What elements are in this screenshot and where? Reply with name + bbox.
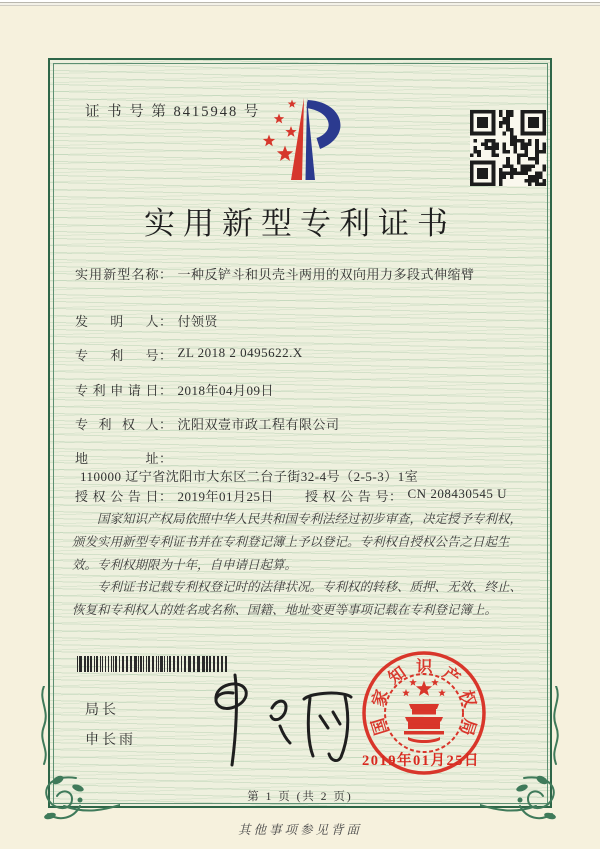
- field-value: 付领贤: [177, 314, 219, 329]
- svg-text:家: 家: [368, 687, 392, 709]
- field-label: 专利申请日: [75, 383, 159, 398]
- field-value: 110000 辽宁省沈阳市大东区二台子街32-4号（2-5-3）1室: [80, 469, 419, 484]
- cnipa-logo-icon: [246, 92, 364, 188]
- back-side-note: 其他事项参见背面: [237, 823, 362, 837]
- colon: ：: [389, 489, 403, 504]
- field-value: 沈阳双壹市政工程有限公司: [177, 417, 340, 432]
- svg-text:局: 局: [456, 716, 480, 738]
- field-address: [75, 448, 535, 487]
- field-value: ZL 2018 2 0495622.X: [177, 345, 303, 360]
- field-label: 专利号: [75, 348, 159, 363]
- field-value: CN 208430545 U: [407, 486, 507, 501]
- field-label: 专利权人: [75, 417, 159, 432]
- certificate-title: 实用新型专利证书: [144, 206, 456, 241]
- field-label: 实用新型名称: [75, 267, 159, 282]
- legal-paragraph-1: 国家知识产权局依照中华人民共和国专利法经过初步审查，决定授予专利权，颁发实用新型专利证书并在专利登记簿上予以登记。专利权自授权公告之日起生效。专利权期限为十年，自申请日起算。: [72, 512, 523, 572]
- field-patentee: [75, 414, 535, 433]
- field-label: 发明人: [75, 314, 159, 329]
- qr-code: [470, 110, 546, 186]
- logo-blue-stem: [306, 98, 316, 180]
- field-application-date: [75, 380, 535, 399]
- svg-text:国: 国: [368, 715, 391, 738]
- colon: ：: [159, 417, 173, 432]
- logo-p-bowl: [307, 100, 341, 149]
- scan-page-edge: [0, 0, 600, 8]
- field-utility-model-name: [75, 264, 535, 283]
- field-grant-announcement: [75, 486, 535, 505]
- field-inventor: [75, 311, 535, 330]
- national-emblem: [402, 679, 446, 744]
- colon: ：: [159, 383, 173, 398]
- grant-number-pair: [305, 486, 507, 505]
- grant-date-pair: [75, 486, 275, 504]
- legal-text: [72, 508, 534, 622]
- seal-date: 2019年01月25日: [362, 753, 480, 769]
- field-value: 2019年01月25日: [177, 489, 275, 504]
- colon: ：: [159, 489, 173, 504]
- field-patent-number: [75, 345, 535, 364]
- svg-text:知: 知: [384, 662, 410, 688]
- certificate-number: 证 书 号 第 8415948 号: [85, 104, 261, 120]
- colon: ：: [159, 314, 173, 329]
- logo-red-wedge: [291, 98, 304, 180]
- svg-text:产: 产: [439, 662, 464, 689]
- commissioner-name-label: 申长雨: [85, 731, 136, 747]
- commissioner-signature: [192, 668, 360, 772]
- field-value: 一种反铲斗和贝壳斗两用的双向用力多段式伸缩臂: [177, 267, 475, 282]
- colon: ：: [159, 451, 173, 466]
- colon: ：: [159, 267, 173, 282]
- field-label: 地址: [75, 451, 159, 466]
- colon: ：: [159, 348, 173, 363]
- page-number: 第 1 页 (共 2 页): [247, 791, 353, 803]
- field-label: 授权公告号: [305, 489, 389, 504]
- svg-text:识: 识: [415, 656, 433, 677]
- field-value: 2018年04月09日: [177, 383, 275, 398]
- legal-paragraph-2: 专利证书记载专利权登记时的法律状况。专利权的转移、质押、无效、终止、恢复和专利权人的姓名或名称、国籍、地址变更等事项记载在专利登记簿上。: [72, 580, 523, 618]
- svg-text:权: 权: [456, 687, 480, 710]
- commissioner-role-label: 局长: [85, 701, 119, 717]
- field-label: 授权公告日: [75, 489, 159, 504]
